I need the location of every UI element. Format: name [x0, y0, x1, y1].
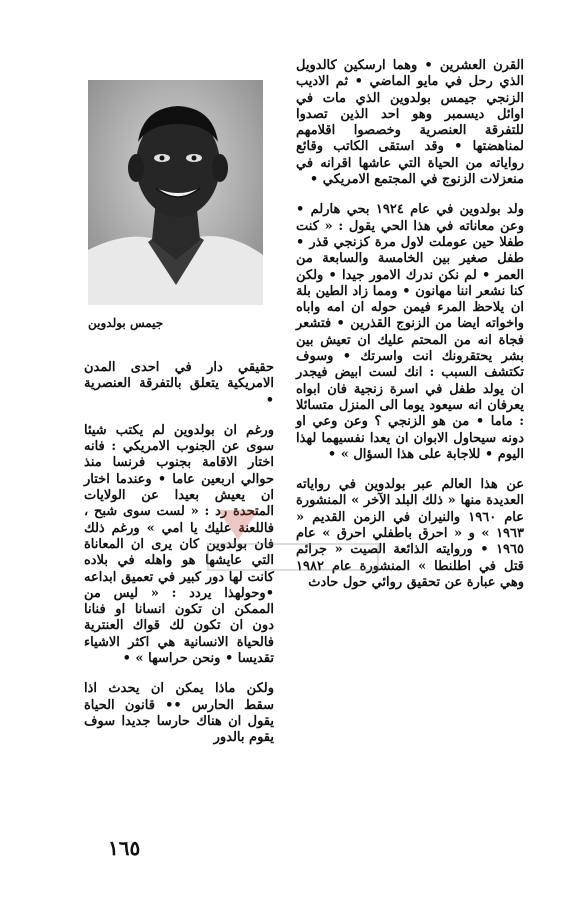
paragraph: عن هذا العالم عبر بولدوين في رواياته العديدة منها « ذلك البلد الآخر » المنشورة عام ١٩٦٠ والنيران في الزمن القديم « ١٩٦٣ » و « احرق باطفلي احرق » عام ١٩٦٥ • وروايته الذائعة الصيت « جرائم قتل في اطلنطا » المنشورة عام ١٩٨٢ وهي عبارة عن تحقيق روائي حول حادث: [296, 477, 524, 590]
page-number: ١٦٥: [108, 836, 141, 860]
photo-caption: جيمس بولدوين: [88, 316, 164, 330]
paragraph: ورغم ان بولدوين لم يكتب شيئا سوى عن الجنوب الامريكي : فانه اختار الاقامة بجنوب فرنسا منذ حوالي اربعين عاما • وعندما اختار ان يعيش بعيدا عن الولايات المتحدة رد : « لست سوى شبح ، فاللعنة عليك يا امي » ورغم ذلك فان بولدوين كان يرى ان المعاناة التي عايشها هو واهله في بلاده كانت لها دور كبير في تعميق ابداعه •وحولهذا يردد : « ليس من الممكن ان تكون انسانا او فنانا دون ان تكون لك قواك العنترية فالحياة الانسانية هي اكثر الاشياء تقديسا • ونحن حراسها » •: [84, 422, 274, 667]
portrait-photo-icon: [88, 80, 263, 305]
paragraph: ولكن ماذا يمكن ان يحدث اذا سقط الحارس •• قانون الحياة يقول ان هناك حارسا جديدا سوف يقوم بالدور: [84, 681, 274, 746]
watermark-logo-icon: [198, 500, 388, 580]
paragraph: القرن العشرين • وهما ارسكين كالدويل الذي رحل في مايو الماضي • ثم الاديب الزنجي جيمس بولدوين الذي مات في اوائل ديسمبر وهو احد الذين تصدوا للتفرقة العنصرية وخصصوا اقلامهم لمناهضتها • وقد استقى الكاتب وقائع رواياته من الحياة التي عاشها اقرانه في منعزلات الزنوج في المجتمع الامريكي •: [296, 58, 524, 188]
author-portrait: [88, 80, 263, 305]
paragraph: حقيقي دار في احدى المدن الامريكية يتعلق بالتفرقة العنصرية •: [84, 360, 274, 408]
paragraph: ولد بولدوين في عام ١٩٢٤ بحي هارلم • وعن معاناته في هذا الحي يقول : « كنت طفلا حين عوملت لاول مرة كزنجي قذر • طفل صغير بين الخامسة والسابعة من العمر • لم نكن ندرك الامور جيدا • ولكن كنا نشعر اننا مهانون • ومما زاد الطين بلة ان يلاحظ المرء فيمن حوله ان امه واباه واخواته ايضا من الزنوج القذرين • فتشعر فجاة انه من المحتم عليك ان تعيش بين بشر يحتقرونك انت واسرتك • وسوف تكتشف السبب : انك لست ابيض فيجدر ان يولد طفل في اسرة زنجية فان ابواه يعرفان انه سيعود يوما الى المنزل متسائلا : ماما • من هو الزنجي ؟ وعن وعي او دونه سيحاول الابوان ان يعدا نفسيهما لهذا اليوم • للاجابة على هذا السؤال » •: [296, 202, 524, 462]
